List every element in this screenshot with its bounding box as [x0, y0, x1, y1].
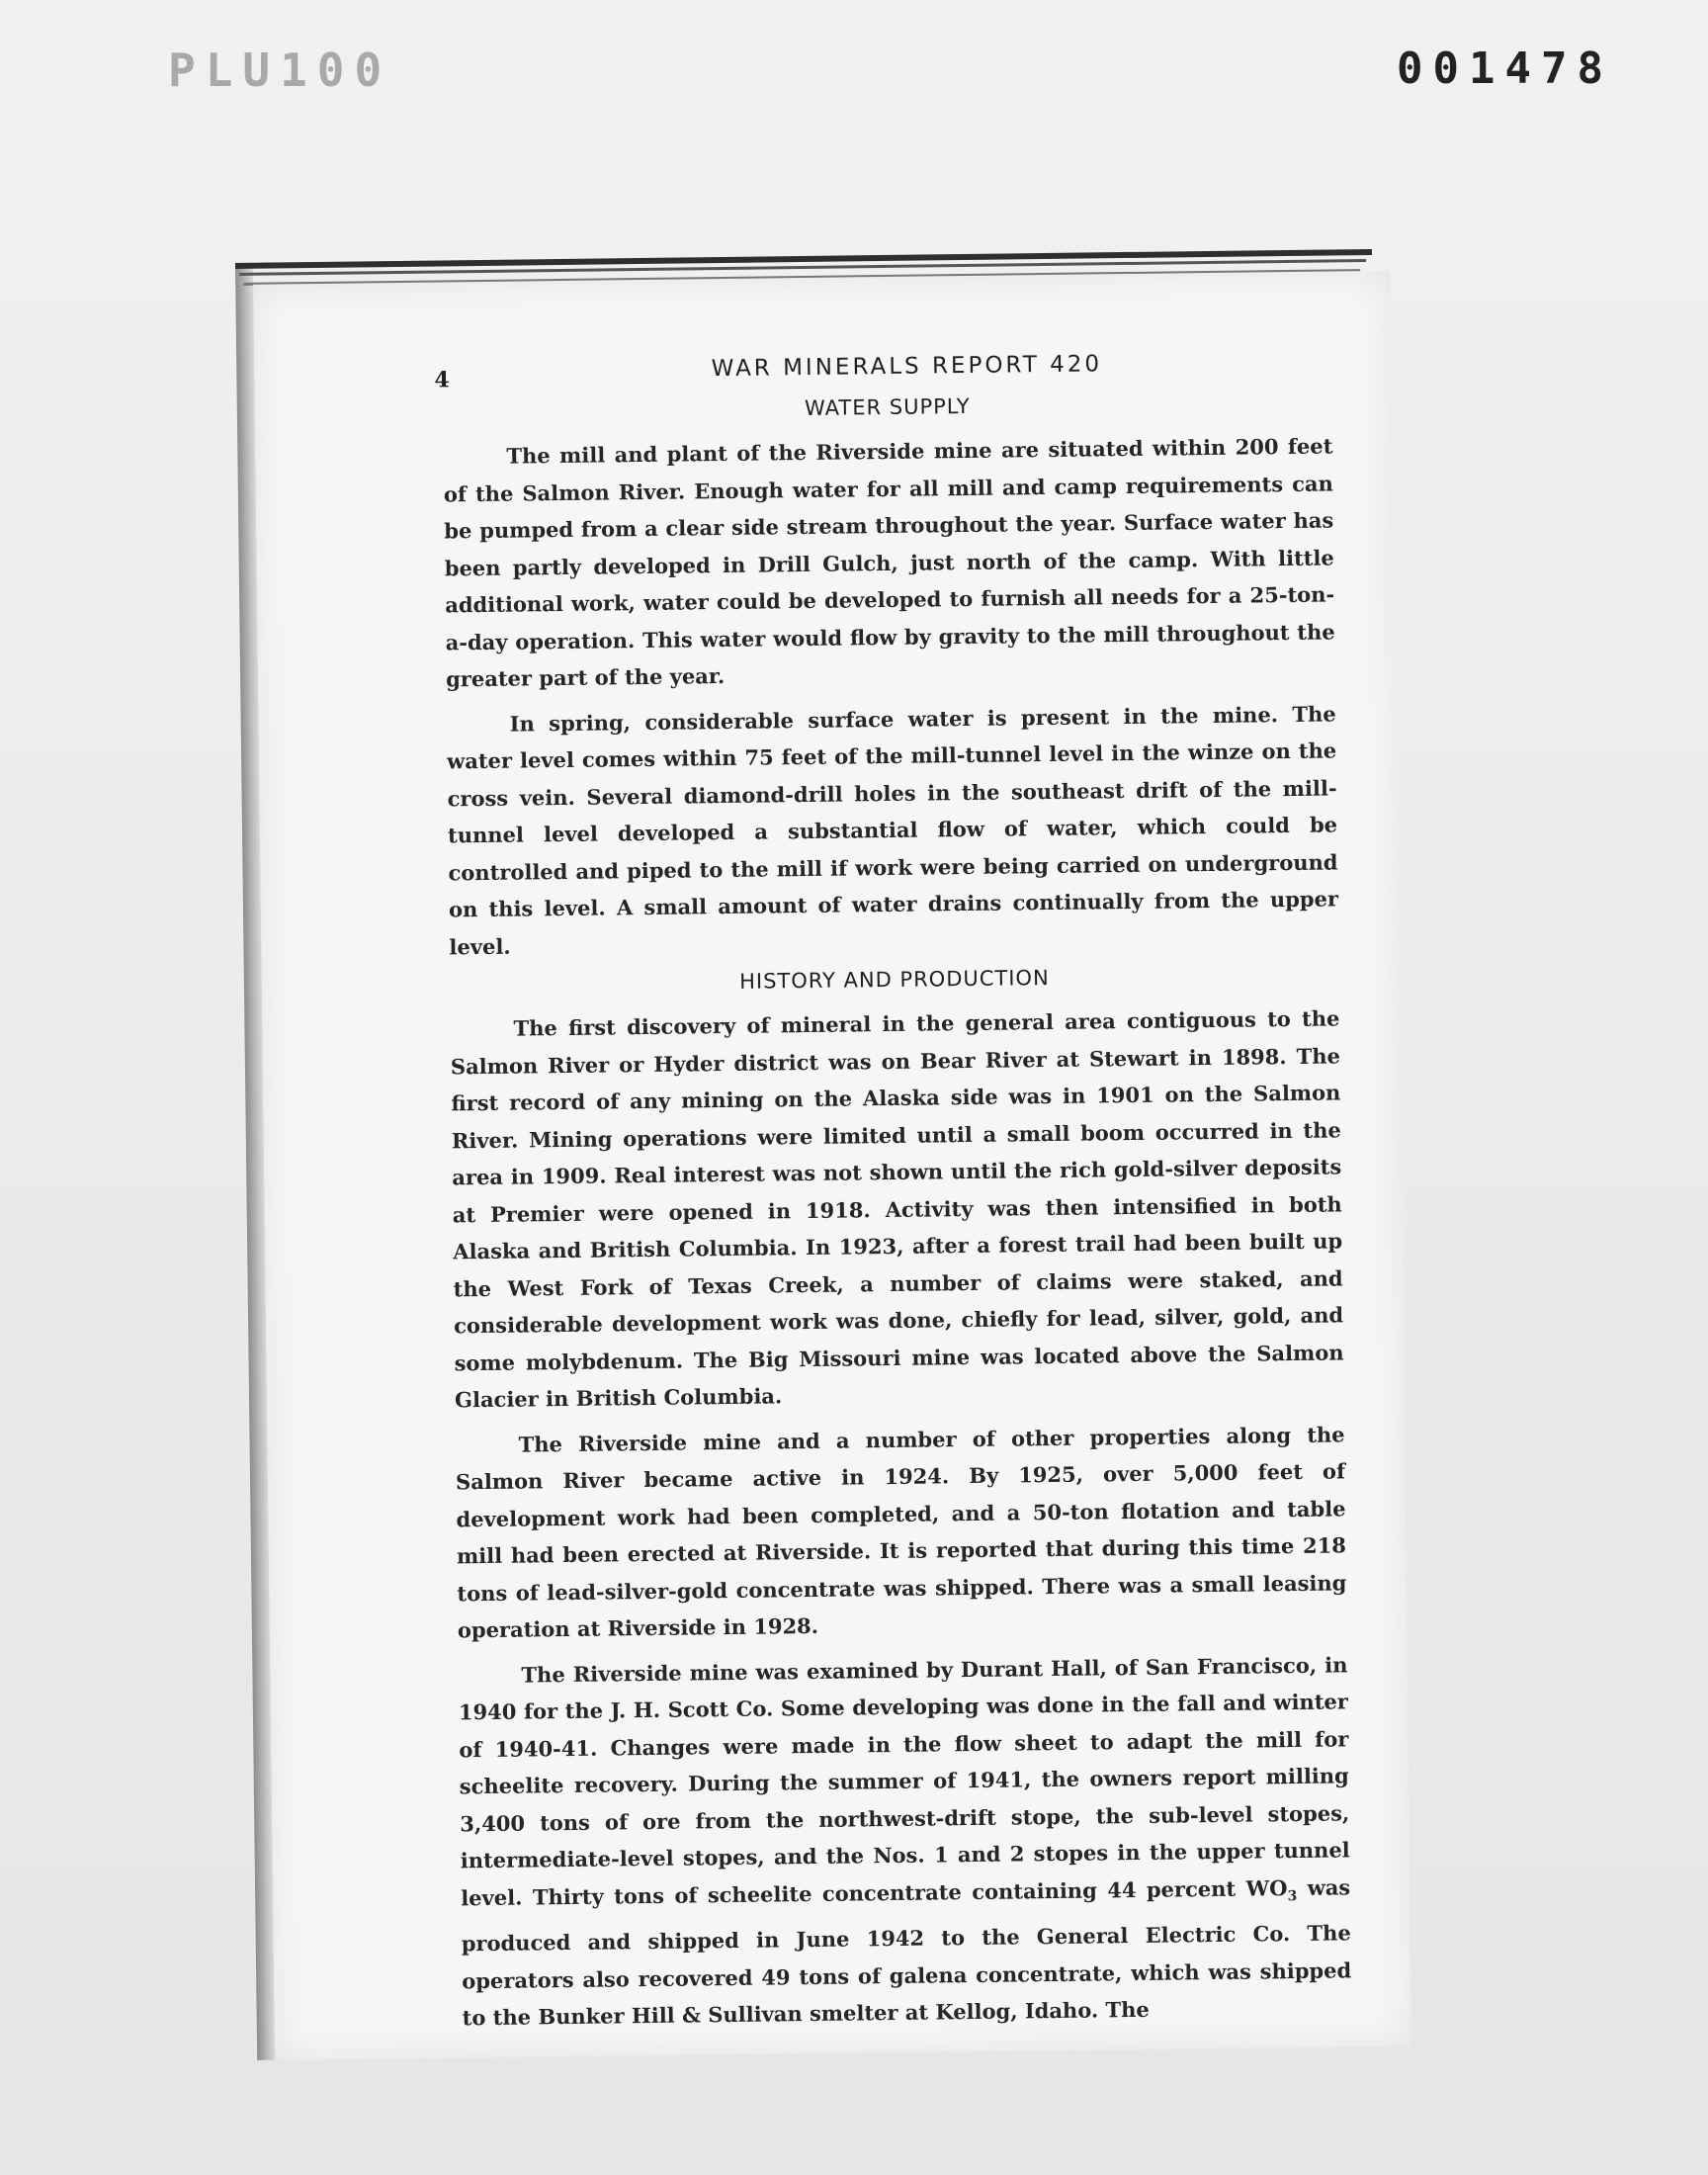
paragraph: The first discovery of mineral in the general area contiguous to the Salmon River or Hyder district was on Bear River at Stewart in 1898. The first record of any mining on the Alaska side was in 1901 on the Salmon River. Mining operations were limited until a small boom occurred in the area in 1909. Real interest was not shown until the rich gold-silver deposits at Premier were opened in 1918. Activity was then intensified in both Alaska and British Columbia. In 1923, after a forest trail had been built up the West Fork of Texas Creek, a number of claims were staked, and considerable development work was done, chiefly for lead, silver, gold, and some molybdenum. The Big Missouri mine was located above the Salmon Glacier in British Columbia. [450, 1005, 1344, 1413]
paragraph-text: The Riverside mine was examined by Durant Hall, of San Francisco, in 1940 for the J. H. Scott Co. Some developing was done in the fall and winter of 1940-41. Changes were made in the flow sheet to adapt the mill for scheelite recovery. During the summer of 1941, the owners report milling 3,400 tons of ore from the northwest-drift stope, the sub-level stopes, intermediate-level stopes, and the Nos. 1 and 2 stopes in the upper tunnel level. Thirty tons of scheelite concentrate containing 44 percent WO [458, 1651, 1350, 1910]
paragraph: In spring, considerable surface water is present in the mine. The water level comes within 75 feet of the mill-tunnel level in the winze on the cross vein. Several diamond-drill holes in the southeast drift of the mill-tunnel level developed a substantial flow of water, which could be controlled and piped to the mill if work were being carried on underground on this level. A small amount of water drains continually from the upper level. [447, 700, 1339, 959]
document-page [253, 271, 1411, 2060]
paragraph [458, 1646, 1352, 2037]
paragraph-text: was produced and shipped in June 1942 to the General Electric Co. The operators also recovered 49 tons of galena concentrate, which was shipped to the Bunker Hill & Sullivan smelter at Kellog, Idaho. The [461, 1873, 1352, 2031]
section-heading-history-and-production: HISTORY AND PRODUCTION [738, 965, 1050, 994]
running-head: WAR MINERALS REPORT 420 [711, 351, 1103, 383]
document-control-number: 001478 [1397, 44, 1613, 94]
subscript: 3 [1287, 1887, 1298, 1904]
page-number: 4 [434, 367, 450, 393]
paragraph: The mill and plant of the Riverside mine are situated within 200 feet of the Salmon River. Enough water for all mill and camp requirements can be pumped from a clear side stream throughout the year. Surface water has been partly developed in Drill Gulch, just north of the camp. With little additional work, water could be developed to furnish all needs for a 25-ton-a-day operation. This water would flow by gravity to the mill throughout the greater part of the year. [443, 433, 1335, 692]
page-stack [235, 249, 1423, 2060]
faded-stamp-number: PLU100 [168, 44, 392, 97]
section-heading-water-supply: WATER SUPPLY [804, 393, 971, 420]
paragraph: The Riverside mine and a number of other properties along the Salmon River became active in 1924. By 1925, over 5,000 feet of development work had been completed, and a 50-ton flotation and table mill had been erected at Riverside. It is reported that during this time 218 tons of lead-silver-gold concentrate was shipped. There was a small leasing operation at Riverside in 1928. [455, 1421, 1347, 1643]
page-content [434, 348, 1352, 2044]
